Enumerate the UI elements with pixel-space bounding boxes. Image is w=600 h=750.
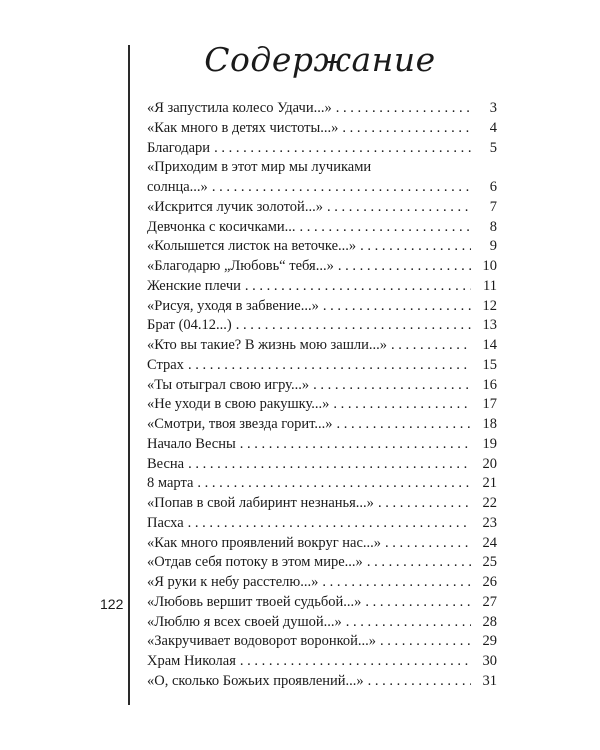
toc-dot-leader (323, 297, 471, 317)
toc-dot-leader (240, 652, 471, 672)
toc-entry-title: «Как много проявлений вокруг нас...» (147, 534, 382, 551)
toc-dot-leader (212, 178, 471, 198)
toc-entry (147, 534, 497, 554)
toc-entry (147, 99, 497, 119)
toc-dot-leader (336, 99, 471, 119)
toc-entry (147, 632, 497, 652)
toc-entry-title: Весна (147, 455, 185, 472)
toc-dot-leader (391, 336, 471, 356)
toc-entry-page: 24 (482, 534, 497, 551)
toc-entry-title: «Не уходи в свою ракушку...» (147, 396, 330, 413)
toc-entry (147, 277, 497, 297)
toc-entry-page: 17 (482, 396, 497, 413)
toc-dot-leader (368, 672, 471, 692)
toc-entry-page: 27 (482, 593, 497, 610)
toc-entry (147, 237, 497, 257)
toc-dot-leader (188, 514, 471, 534)
toc-entry (147, 356, 497, 376)
toc-entry-page: 10 (482, 258, 497, 274)
toc-dot-leader (385, 534, 471, 554)
toc-entry-title: «Я руки к небу расстелю...» (147, 574, 319, 590)
toc-dot-leader (188, 356, 471, 376)
toc-dot-leader (300, 218, 471, 238)
toc-entry-page: 5 (489, 139, 497, 156)
toc-dot-leader (338, 257, 471, 277)
toc-entry-page: 28 (482, 613, 497, 630)
toc-entry-page: 16 (482, 376, 497, 393)
toc-entry (147, 652, 497, 672)
toc-dot-leader (360, 237, 471, 257)
toc-entry-title: Храм Николая (147, 653, 236, 669)
toc-entry (147, 593, 497, 613)
toc-entry-title: «Благодарю „Любовь“ тебя...» (147, 258, 334, 274)
toc-dot-leader (236, 316, 471, 336)
toc-dot-leader (346, 613, 471, 633)
toc-entry (147, 257, 497, 277)
toc-entry-title: Брат (04.12...) (147, 317, 232, 334)
toc-entry (147, 139, 497, 159)
toc-entry (147, 474, 497, 494)
toc-entry-title: «Закручивает водоворот воронкой...» (147, 633, 377, 650)
toc-entry-page: 3 (489, 100, 497, 116)
toc-entry (147, 297, 497, 317)
table-of-contents (147, 99, 497, 692)
toc-entry-title: Страх (147, 356, 184, 373)
toc-entry-title: «Отдав себя потоку в этом мире...» (147, 554, 363, 571)
toc-entry-page: 6 (489, 179, 497, 195)
toc-dot-leader (327, 198, 471, 218)
toc-entry-page: 19 (482, 435, 497, 452)
toc-entry (147, 514, 497, 534)
toc-entry (147, 119, 497, 139)
toc-entry-page: 13 (482, 317, 497, 334)
toc-entry-page: 29 (482, 633, 497, 650)
toc-entry-title: Пасха (147, 514, 184, 531)
toc-dot-leader (240, 435, 471, 455)
toc-entry (147, 218, 497, 238)
toc-entry-title: «Рисуя, уходя в забвение...» (147, 297, 319, 314)
toc-dot-leader (313, 376, 471, 396)
toc-entry-page: 31 (482, 672, 497, 689)
toc-entry-title: «Искрится лучик золотой...» (147, 198, 323, 215)
toc-dot-leader (378, 494, 471, 514)
toc-entry (147, 336, 497, 356)
toc-entry (147, 178, 497, 198)
toc-entry (147, 613, 497, 633)
toc-dot-leader (214, 139, 471, 159)
toc-entry-page: 22 (482, 495, 497, 511)
toc-entry-page: 30 (482, 653, 497, 669)
toc-dot-leader (337, 415, 471, 435)
toc-entry (147, 395, 497, 415)
toc-dot-leader (322, 573, 471, 593)
margin-rule (128, 45, 130, 705)
toc-entry-page: 7 (489, 198, 497, 215)
toc-entry-page: 15 (482, 356, 497, 373)
toc-entry-title: «Любовь вершит твоей судьбой...» (147, 593, 362, 610)
page-title: Содержание (204, 40, 436, 79)
toc-entry-title: «Люблю я всех своей душой...» (147, 613, 342, 630)
toc-entry-title: «Я запустила колесо Удачи...» (147, 100, 332, 116)
toc-entry (147, 435, 497, 455)
toc-entry (147, 672, 497, 692)
toc-dot-leader (197, 474, 471, 494)
toc-entry (147, 573, 497, 593)
toc-entry-page: 21 (482, 475, 497, 492)
page-number: 122 (100, 596, 124, 612)
toc-dot-leader (365, 593, 471, 613)
toc-entry-page: 14 (482, 337, 497, 353)
toc-entry-title: Начало Весны (147, 435, 236, 452)
toc-entry-page: 20 (482, 455, 497, 472)
toc-entry-page: 26 (482, 574, 497, 590)
toc-entry (147, 415, 497, 435)
toc-entry (147, 316, 497, 336)
toc-entry-title: «Колышется листок на веточке...» (147, 238, 357, 255)
toc-entry (147, 553, 497, 573)
toc-entry (147, 158, 497, 178)
toc-entry-page: 11 (483, 277, 497, 294)
toc-dot-leader (333, 395, 471, 415)
toc-entry (147, 198, 497, 218)
toc-entry-title: Женские плечи (147, 277, 241, 294)
toc-entry (147, 455, 497, 475)
toc-entry (147, 494, 497, 514)
toc-entry-title: «О, сколько Божьих проявлений...» (147, 672, 364, 689)
toc-entry-page: 8 (489, 218, 497, 235)
toc-entry-page: 25 (482, 554, 497, 571)
toc-entry-title: «Как много в детях чистоты...» (147, 119, 339, 136)
toc-entry-title: Девчонка с косичками... (147, 218, 296, 235)
toc-entry (147, 376, 497, 396)
toc-entry-page: 9 (489, 238, 497, 255)
toc-dot-leader (367, 553, 471, 573)
toc-entry-page: 4 (489, 119, 497, 136)
toc-dot-leader (245, 277, 471, 297)
toc-entry-title: «Кто вы такие? В жизнь мою зашли...» (147, 337, 387, 353)
toc-entry-page: 23 (482, 514, 497, 531)
toc-entry-title: 8 марта (147, 475, 194, 492)
toc-entry-page: 12 (482, 297, 497, 314)
toc-dot-leader (380, 632, 471, 652)
toc-entry-title: Благодари (147, 139, 211, 156)
toc-entry-page: 18 (482, 416, 497, 432)
toc-entry-title: «Приходим в этот мир мы лучиками (147, 159, 372, 176)
toc-dot-leader (188, 455, 471, 475)
toc-entry-title: солнца...» (147, 179, 208, 195)
toc-dot-leader (342, 119, 471, 139)
toc-entry-title: «Смотри, твоя звезда горит...» (147, 416, 333, 432)
toc-entry-title: «Попав в свой лабиринт незнанья...» (147, 495, 374, 511)
toc-entry-title: «Ты отыграл свою игру...» (147, 376, 310, 393)
